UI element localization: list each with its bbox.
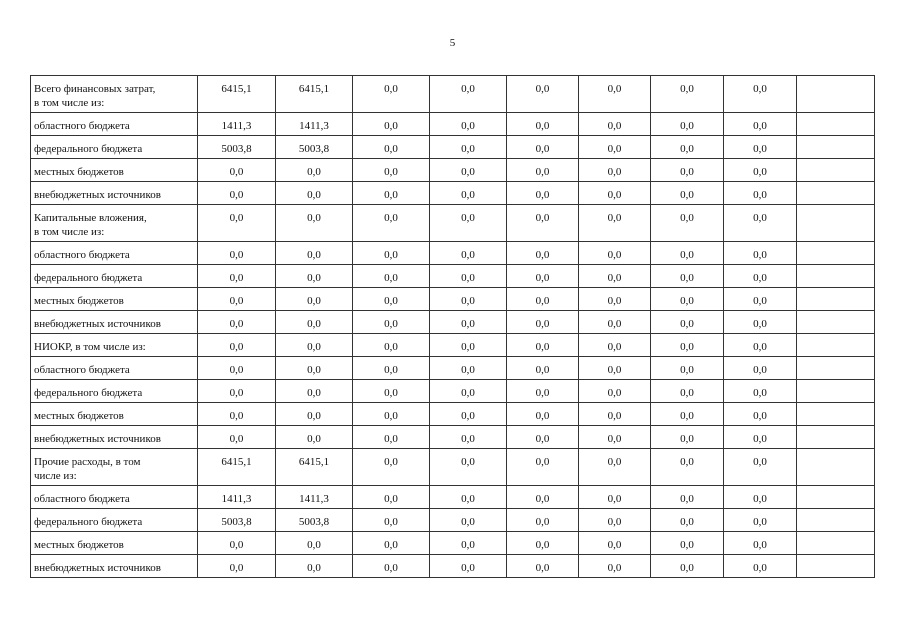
- value-cell: 6415,1: [276, 76, 353, 113]
- value-cell: 0,0: [430, 449, 507, 486]
- table-row: [31, 426, 875, 449]
- value-cell: 0,0: [430, 334, 507, 357]
- value-cell: [797, 182, 875, 205]
- page-number: 5: [449, 37, 456, 49]
- value-cell: 0,0: [353, 311, 430, 334]
- value-cell: 1411,3: [198, 113, 276, 136]
- value-cell: 0,0: [724, 426, 797, 449]
- value-cell: 0,0: [579, 380, 651, 403]
- value-cell: 0,0: [651, 76, 724, 113]
- table-row: [31, 380, 875, 403]
- value-cell: 0,0: [198, 426, 276, 449]
- value-cell: 0,0: [430, 242, 507, 265]
- value-cell: 5003,8: [198, 509, 276, 532]
- value-cell: 0,0: [507, 380, 579, 403]
- value-cell: 0,0: [353, 357, 430, 380]
- value-cell: [797, 532, 875, 555]
- value-cell: 0,0: [579, 265, 651, 288]
- value-cell: 0,0: [651, 182, 724, 205]
- value-cell: [797, 265, 875, 288]
- value-cell: 0,0: [353, 486, 430, 509]
- table-row: [31, 555, 875, 578]
- value-cell: 0,0: [276, 205, 353, 242]
- value-cell: 0,0: [507, 311, 579, 334]
- row-label: местных бюджетов: [31, 288, 198, 311]
- value-cell: [797, 486, 875, 509]
- value-cell: 1411,3: [198, 486, 276, 509]
- table-row: [31, 449, 875, 486]
- row-label: областного бюджета: [31, 357, 198, 380]
- table-row: [31, 182, 875, 205]
- row-label: Прочие расходы, в том числе из:: [31, 449, 198, 486]
- value-cell: 0,0: [430, 159, 507, 182]
- row-label: внебюджетных источников: [31, 555, 198, 578]
- value-cell: 0,0: [353, 532, 430, 555]
- value-cell: [797, 76, 875, 113]
- financing-table: [30, 75, 875, 578]
- value-cell: 0,0: [353, 509, 430, 532]
- value-cell: 0,0: [430, 182, 507, 205]
- table-row: [31, 509, 875, 532]
- value-cell: 0,0: [507, 426, 579, 449]
- table-row: [31, 205, 875, 242]
- value-cell: 0,0: [353, 380, 430, 403]
- value-cell: 0,0: [507, 265, 579, 288]
- value-cell: 0,0: [507, 159, 579, 182]
- value-cell: 0,0: [651, 205, 724, 242]
- row-label: федерального бюджета: [31, 136, 198, 159]
- value-cell: 0,0: [353, 288, 430, 311]
- value-cell: 0,0: [276, 334, 353, 357]
- value-cell: 0,0: [579, 182, 651, 205]
- table-row: [31, 136, 875, 159]
- value-cell: [797, 426, 875, 449]
- value-cell: 0,0: [651, 136, 724, 159]
- value-cell: 0,0: [724, 486, 797, 509]
- value-cell: 0,0: [198, 265, 276, 288]
- value-cell: 0,0: [198, 334, 276, 357]
- table-row: [31, 486, 875, 509]
- value-cell: 0,0: [276, 242, 353, 265]
- value-cell: 1411,3: [276, 486, 353, 509]
- value-cell: 0,0: [430, 205, 507, 242]
- row-label: областного бюджета: [31, 113, 198, 136]
- value-cell: 0,0: [651, 265, 724, 288]
- value-cell: 0,0: [579, 113, 651, 136]
- value-cell: 0,0: [353, 159, 430, 182]
- value-cell: 0,0: [724, 334, 797, 357]
- value-cell: 0,0: [579, 205, 651, 242]
- value-cell: 0,0: [507, 288, 579, 311]
- value-cell: 5003,8: [198, 136, 276, 159]
- table-row: [31, 311, 875, 334]
- row-label: областного бюджета: [31, 486, 198, 509]
- value-cell: 0,0: [353, 136, 430, 159]
- value-cell: 0,0: [507, 334, 579, 357]
- value-cell: 0,0: [651, 113, 724, 136]
- value-cell: 0,0: [430, 509, 507, 532]
- value-cell: 6415,1: [198, 449, 276, 486]
- value-cell: 0,0: [430, 113, 507, 136]
- value-cell: 0,0: [724, 380, 797, 403]
- value-cell: 0,0: [198, 205, 276, 242]
- value-cell: [797, 509, 875, 532]
- value-cell: [797, 288, 875, 311]
- value-cell: 0,0: [651, 509, 724, 532]
- value-cell: 6415,1: [198, 76, 276, 113]
- value-cell: 0,0: [353, 334, 430, 357]
- value-cell: 0,0: [651, 288, 724, 311]
- value-cell: 0,0: [353, 449, 430, 486]
- value-cell: 0,0: [724, 136, 797, 159]
- value-cell: 0,0: [198, 159, 276, 182]
- value-cell: 0,0: [353, 265, 430, 288]
- row-label: внебюджетных источников: [31, 426, 198, 449]
- value-cell: 0,0: [507, 136, 579, 159]
- row-label: внебюджетных источников: [31, 311, 198, 334]
- value-cell: 0,0: [507, 242, 579, 265]
- value-cell: [797, 159, 875, 182]
- row-label: Всего финансовых затрат, в том числе из:: [31, 76, 198, 113]
- value-cell: 0,0: [353, 403, 430, 426]
- value-cell: 0,0: [276, 182, 353, 205]
- value-cell: [797, 334, 875, 357]
- row-label: федерального бюджета: [31, 265, 198, 288]
- value-cell: 0,0: [579, 403, 651, 426]
- value-cell: [797, 403, 875, 426]
- value-cell: 0,0: [579, 486, 651, 509]
- value-cell: 0,0: [198, 242, 276, 265]
- row-label: НИОКР, в том числе из:: [31, 334, 198, 357]
- row-label: Капитальные вложения, в том числе из:: [31, 205, 198, 242]
- value-cell: 0,0: [579, 159, 651, 182]
- value-cell: 0,0: [353, 113, 430, 136]
- value-cell: 0,0: [724, 242, 797, 265]
- row-label: местных бюджетов: [31, 159, 198, 182]
- row-label: местных бюджетов: [31, 403, 198, 426]
- value-cell: 0,0: [579, 509, 651, 532]
- value-cell: 0,0: [198, 357, 276, 380]
- value-cell: 0,0: [276, 288, 353, 311]
- value-cell: 0,0: [579, 288, 651, 311]
- row-label: федерального бюджета: [31, 380, 198, 403]
- value-cell: 0,0: [276, 265, 353, 288]
- value-cell: 0,0: [507, 509, 579, 532]
- value-cell: 0,0: [353, 182, 430, 205]
- value-cell: 0,0: [724, 76, 797, 113]
- value-cell: 0,0: [579, 76, 651, 113]
- value-cell: 6415,1: [276, 449, 353, 486]
- value-cell: 0,0: [651, 486, 724, 509]
- table-row: [31, 288, 875, 311]
- value-cell: 0,0: [651, 159, 724, 182]
- value-cell: 0,0: [430, 486, 507, 509]
- value-cell: [797, 555, 875, 578]
- value-cell: 0,0: [651, 357, 724, 380]
- table-row: [31, 532, 875, 555]
- value-cell: 0,0: [430, 403, 507, 426]
- value-cell: 0,0: [430, 357, 507, 380]
- table-row: [31, 242, 875, 265]
- value-cell: 0,0: [430, 380, 507, 403]
- table-body: [31, 76, 875, 578]
- value-cell: 0,0: [579, 311, 651, 334]
- value-cell: 0,0: [579, 532, 651, 555]
- value-cell: 0,0: [507, 555, 579, 578]
- value-cell: 0,0: [651, 403, 724, 426]
- value-cell: [797, 311, 875, 334]
- table-row: [31, 76, 875, 113]
- value-cell: 0,0: [353, 426, 430, 449]
- value-cell: 0,0: [724, 311, 797, 334]
- value-cell: 0,0: [507, 486, 579, 509]
- value-cell: 0,0: [507, 532, 579, 555]
- value-cell: 0,0: [724, 357, 797, 380]
- value-cell: 0,0: [724, 449, 797, 486]
- value-cell: 0,0: [198, 182, 276, 205]
- value-cell: 0,0: [198, 532, 276, 555]
- value-cell: 0,0: [353, 242, 430, 265]
- value-cell: 0,0: [353, 76, 430, 113]
- value-cell: 0,0: [724, 403, 797, 426]
- value-cell: 0,0: [276, 555, 353, 578]
- row-label: областного бюджета: [31, 242, 198, 265]
- value-cell: 0,0: [276, 532, 353, 555]
- value-cell: 0,0: [430, 136, 507, 159]
- value-cell: 0,0: [507, 76, 579, 113]
- value-cell: 0,0: [724, 265, 797, 288]
- value-cell: 0,0: [579, 555, 651, 578]
- value-cell: 0,0: [579, 357, 651, 380]
- value-cell: 0,0: [579, 136, 651, 159]
- value-cell: [797, 242, 875, 265]
- value-cell: 0,0: [430, 288, 507, 311]
- value-cell: 0,0: [651, 555, 724, 578]
- row-label: внебюджетных источников: [31, 182, 198, 205]
- value-cell: 0,0: [353, 205, 430, 242]
- value-cell: 0,0: [651, 242, 724, 265]
- value-cell: 0,0: [276, 380, 353, 403]
- value-cell: 0,0: [507, 403, 579, 426]
- value-cell: 0,0: [651, 311, 724, 334]
- row-label: федерального бюджета: [31, 509, 198, 532]
- value-cell: 0,0: [507, 205, 579, 242]
- value-cell: 0,0: [507, 357, 579, 380]
- value-cell: 0,0: [198, 403, 276, 426]
- value-cell: [797, 449, 875, 486]
- value-cell: 0,0: [579, 426, 651, 449]
- value-cell: 0,0: [507, 182, 579, 205]
- value-cell: 0,0: [724, 113, 797, 136]
- value-cell: [797, 113, 875, 136]
- value-cell: 0,0: [430, 76, 507, 113]
- value-cell: 0,0: [276, 357, 353, 380]
- row-label: местных бюджетов: [31, 532, 198, 555]
- value-cell: 0,0: [430, 555, 507, 578]
- value-cell: 0,0: [724, 182, 797, 205]
- value-cell: 0,0: [651, 449, 724, 486]
- value-cell: 0,0: [724, 288, 797, 311]
- value-cell: 0,0: [507, 113, 579, 136]
- value-cell: 0,0: [579, 334, 651, 357]
- value-cell: 0,0: [198, 288, 276, 311]
- value-cell: [797, 380, 875, 403]
- value-cell: 0,0: [651, 426, 724, 449]
- value-cell: 0,0: [198, 380, 276, 403]
- value-cell: 0,0: [651, 334, 724, 357]
- table-row: [31, 113, 875, 136]
- value-cell: 0,0: [276, 403, 353, 426]
- value-cell: 0,0: [276, 426, 353, 449]
- value-cell: 0,0: [724, 532, 797, 555]
- table-row: [31, 265, 875, 288]
- value-cell: 1411,3: [276, 113, 353, 136]
- value-cell: 0,0: [430, 311, 507, 334]
- value-cell: 0,0: [276, 159, 353, 182]
- value-cell: 0,0: [724, 509, 797, 532]
- table-row: [31, 357, 875, 380]
- value-cell: 0,0: [724, 555, 797, 578]
- value-cell: 0,0: [430, 265, 507, 288]
- table-row: [31, 159, 875, 182]
- table-row: [31, 334, 875, 357]
- table-row: [31, 403, 875, 426]
- value-cell: 0,0: [276, 311, 353, 334]
- value-cell: 0,0: [579, 449, 651, 486]
- value-cell: 0,0: [724, 159, 797, 182]
- value-cell: 0,0: [651, 380, 724, 403]
- value-cell: 0,0: [430, 532, 507, 555]
- value-cell: 0,0: [198, 555, 276, 578]
- value-cell: [797, 205, 875, 242]
- value-cell: 5003,8: [276, 509, 353, 532]
- value-cell: 0,0: [507, 449, 579, 486]
- value-cell: 0,0: [353, 555, 430, 578]
- value-cell: 0,0: [198, 311, 276, 334]
- value-cell: 0,0: [651, 532, 724, 555]
- value-cell: 5003,8: [276, 136, 353, 159]
- value-cell: [797, 136, 875, 159]
- value-cell: 0,0: [430, 426, 507, 449]
- value-cell: 0,0: [579, 242, 651, 265]
- value-cell: [797, 357, 875, 380]
- value-cell: 0,0: [724, 205, 797, 242]
